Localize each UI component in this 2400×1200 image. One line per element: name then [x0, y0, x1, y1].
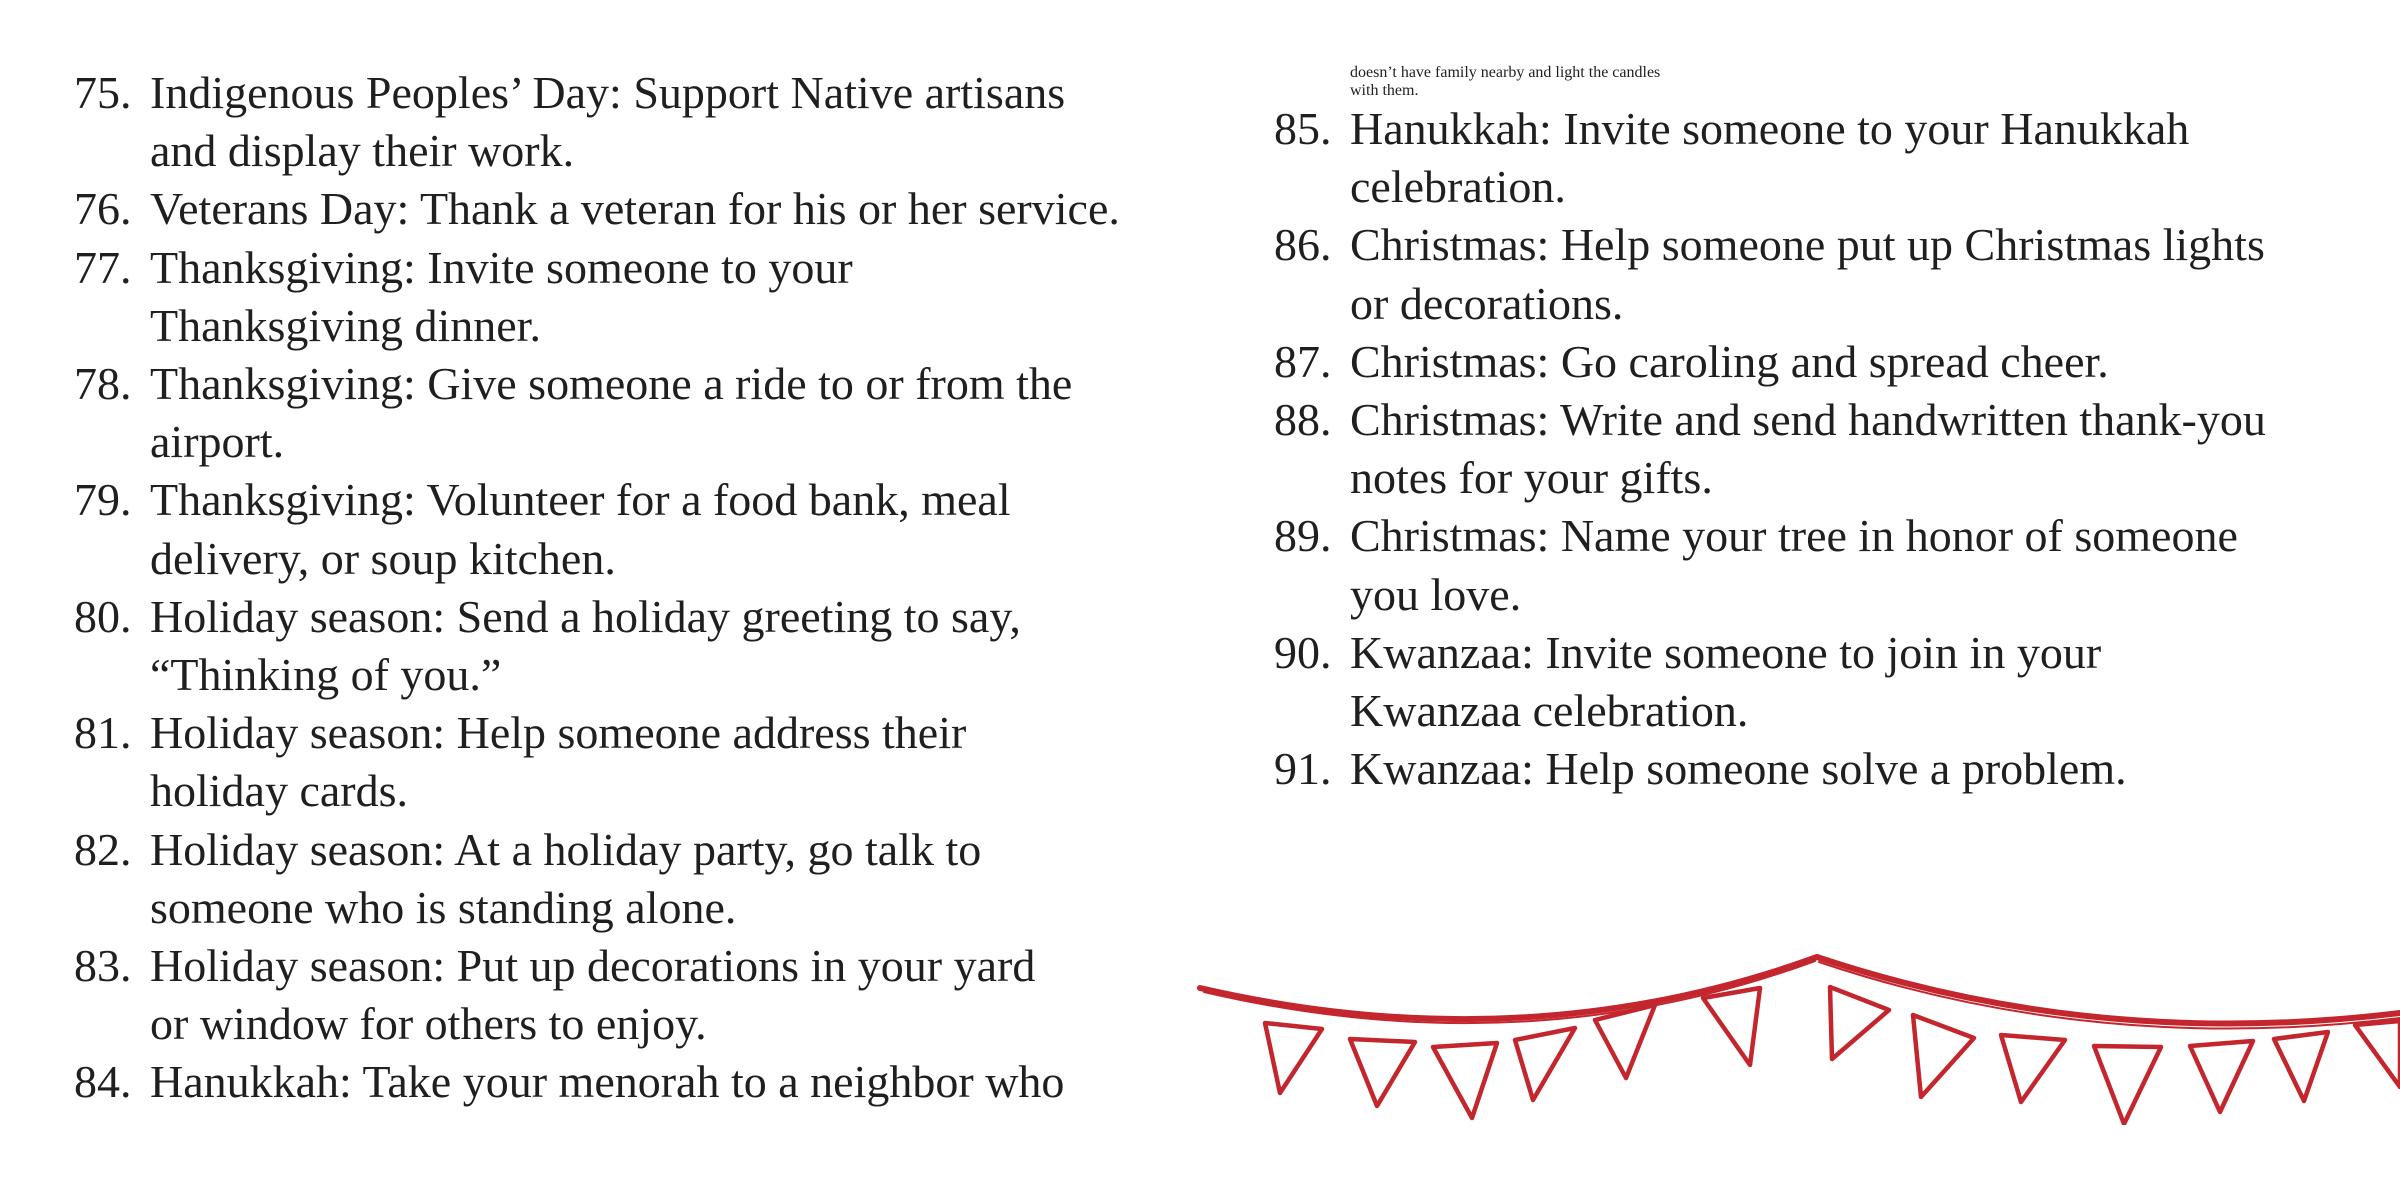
item-number: 88.	[1274, 394, 1332, 446]
item-number: 89.	[1274, 510, 1332, 562]
item-text-line: Christmas: Name your tree in honor of someone	[1350, 510, 2238, 562]
item-text-line: Hanukkah: Take your menorah to a neighbor who	[150, 1056, 1065, 1108]
item-text-line: Indigenous Peoples’ Day: Support Native artisans	[150, 67, 1066, 118]
item-text-line: “Thinking of you.”	[150, 649, 502, 701]
list-item-76	[74, 180, 1164, 238]
list-item-80	[74, 588, 1164, 704]
item-text-line: Holiday season: Put up decorations in your yard	[150, 940, 1036, 992]
item-text-line: Christmas: Help someone put up Christmas lights	[1350, 219, 2265, 271]
item-number: 86.	[1274, 219, 1332, 271]
right-items	[1274, 100, 2354, 798]
item-number: 77.	[74, 241, 132, 293]
list-item-82	[74, 821, 1164, 937]
item-number: 87.	[1274, 335, 1332, 387]
item-text-line: Thanksgiving dinner.	[150, 299, 541, 351]
list-item-90	[1274, 624, 2354, 740]
item-number: 79.	[74, 474, 132, 526]
continued-line: with them.	[1350, 82, 1419, 99]
item-text-line: holiday cards.	[150, 765, 409, 817]
list-item-89	[1274, 507, 2354, 623]
item-number: 84.	[74, 1056, 132, 1108]
continued-line: doesn’t have family nearby and light the candles	[1350, 64, 1661, 81]
item-text-line: Thanksgiving: Volunteer for a food bank, meal	[150, 474, 1011, 526]
item-text-line: Christmas: Go caroling and spread cheer.	[1350, 335, 2109, 387]
item-text-line: Thanksgiving: Invite someone to your	[150, 241, 853, 293]
item-number: 78.	[74, 358, 132, 410]
item-text-line: Holiday season: Send a holiday greeting to say,	[150, 590, 1021, 642]
item-number: 75.	[74, 67, 132, 118]
item-text-line: notes for your gifts.	[1350, 452, 1713, 504]
item-text-line: Hanukkah: Invite someone to your Hanukkah	[1350, 103, 2190, 154]
item-number: 82.	[74, 823, 132, 875]
item-text-line: someone who is standing alone.	[150, 881, 737, 933]
list-item-88	[1274, 391, 2354, 507]
list-item-77	[74, 239, 1164, 355]
item-text-line: Kwanzaa celebration.	[1350, 685, 1749, 737]
list-item-91	[1274, 740, 2354, 798]
item-text-line: and display their work.	[150, 125, 575, 177]
item-number: 91.	[1274, 743, 1332, 795]
list-item-84	[74, 1053, 1164, 1111]
list-item-85	[1274, 100, 2354, 216]
list-item-87	[1274, 333, 2354, 391]
item-number: 81.	[74, 707, 132, 759]
list-item-86	[1274, 216, 2354, 332]
bunting-flags-icon	[1195, 945, 2400, 1125]
item-text-line: Kwanzaa: Invite someone to join in your	[1350, 626, 2102, 678]
list-item-75	[74, 64, 1164, 180]
continued-item-84	[1274, 64, 2354, 100]
item-text-line: Veterans Day: Thank a veteran for his or her service.	[150, 183, 1120, 235]
right-column	[1274, 64, 2354, 798]
item-text-line: delivery, or soup kitchen.	[150, 532, 616, 584]
item-text-line: you love.	[1350, 568, 1522, 620]
item-number: 90.	[1274, 626, 1332, 678]
item-text-line: Thanksgiving: Give someone a ride to or from the	[150, 358, 1073, 410]
list-item-81	[74, 704, 1164, 820]
item-number: 76.	[74, 183, 132, 235]
item-text-line: Holiday season: Help someone address their	[150, 707, 967, 759]
list-item-83	[74, 937, 1164, 1053]
left-column	[74, 64, 1164, 1112]
item-text-line: airport.	[150, 416, 285, 468]
item-text-line: or decorations.	[1350, 277, 1624, 329]
item-text-line: Kwanzaa: Help someone solve a problem.	[1350, 743, 2127, 795]
item-text-line: celebration.	[1350, 161, 1566, 213]
item-text-line: Holiday season: At a holiday party, go talk to	[150, 823, 982, 875]
list-item-79	[74, 471, 1164, 587]
item-text-line: or window for others to enjoy.	[150, 998, 707, 1050]
item-number: 83.	[74, 940, 132, 992]
item-text-line: Christmas: Write and send handwritten thank-you	[1350, 394, 2266, 446]
item-number: 80.	[74, 590, 132, 642]
item-number: 85.	[1274, 103, 1332, 154]
list-item-78	[74, 355, 1164, 471]
